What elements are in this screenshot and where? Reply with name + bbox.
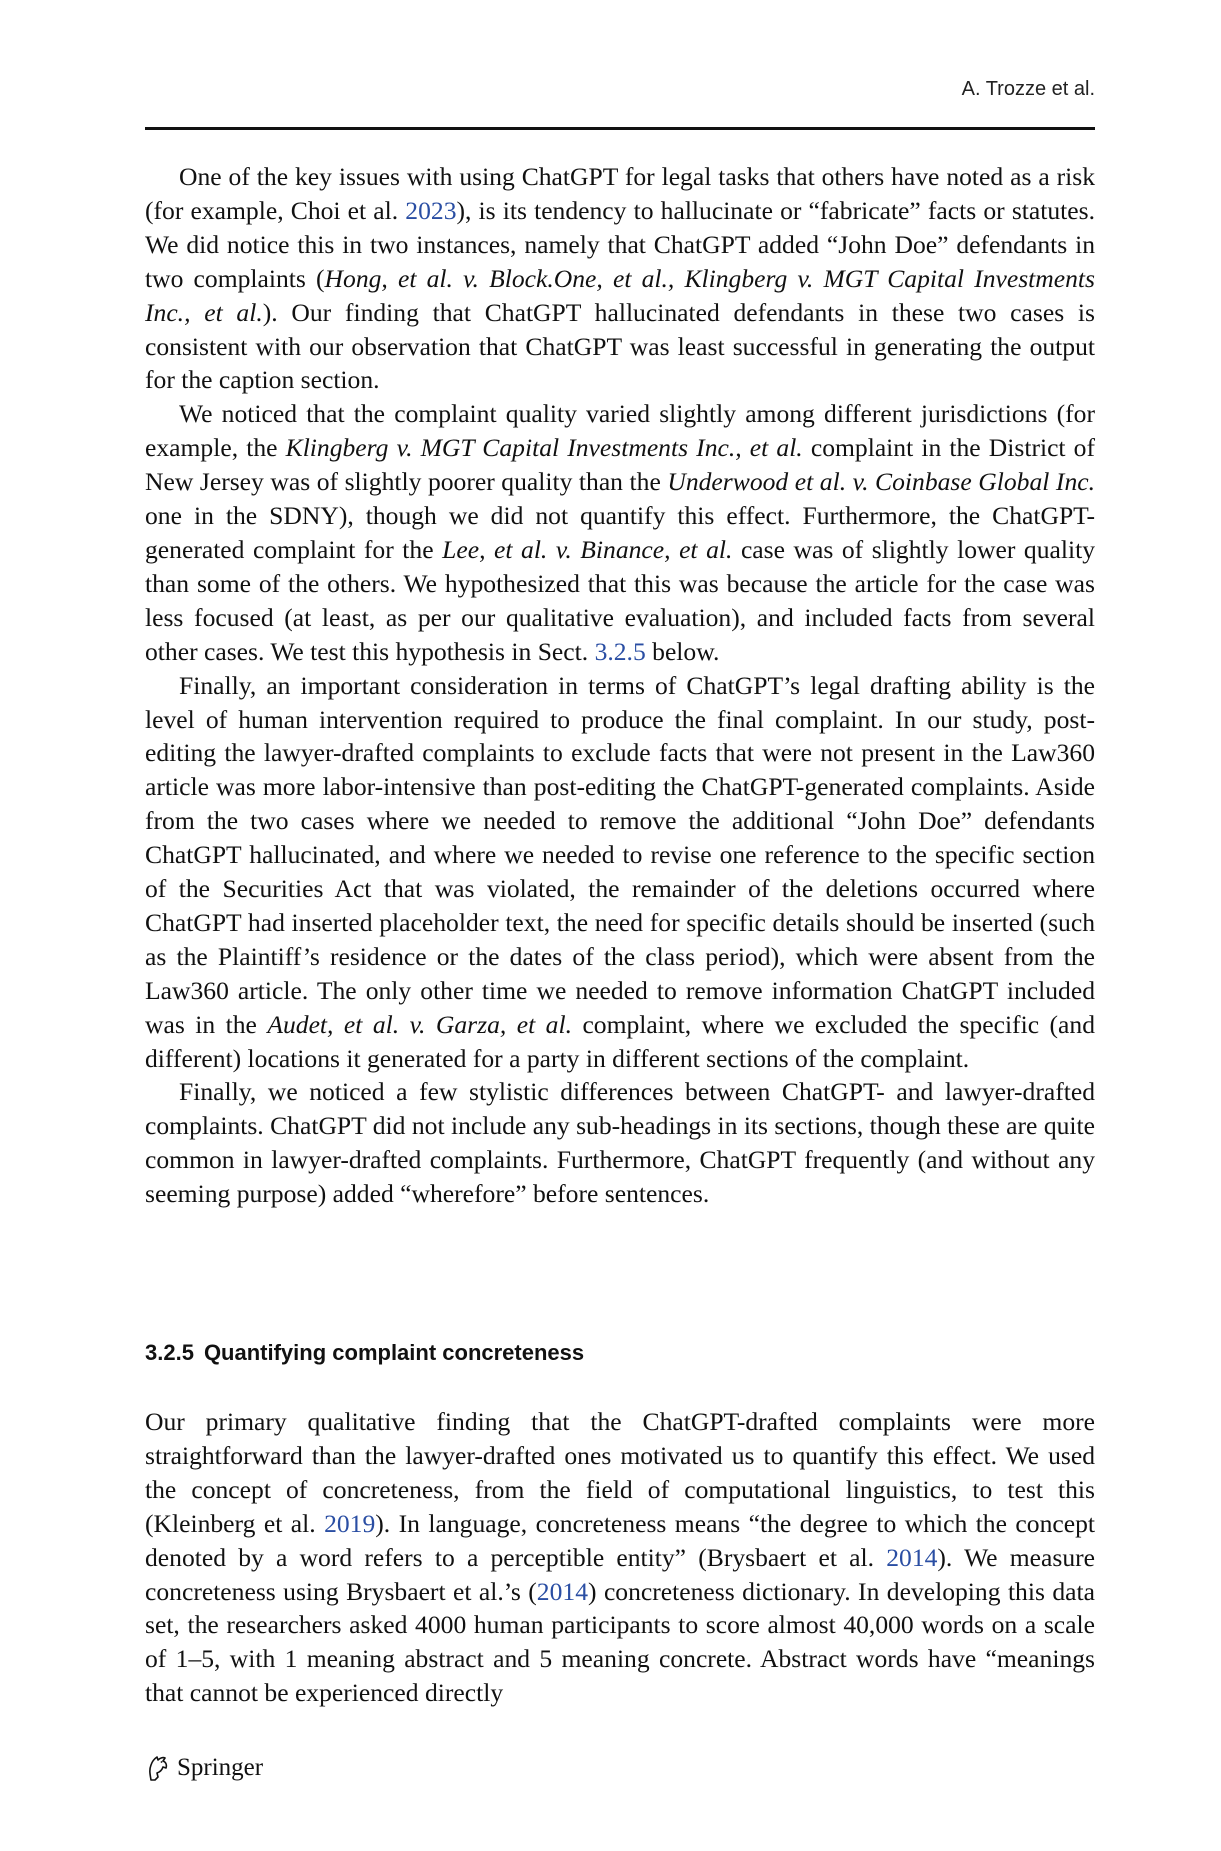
section-title: Quantifying complaint concreteness	[203, 1340, 585, 1365]
paragraph-concreteness: Our primary qualitative finding that the ChatGPT-drafted complaints were more straightforward than the lawyer-drafted ones motivated us to quantify this effect. We used the concept of concreteness, from the field of computational linguistics, to test this (Kleinberg et al. 2019). In language, concreteness means “the degree to which the concept denoted by a word refers to a perceptible entity” (Brysbaert et al. 2014). We measure concreteness using Brysbaert et al.’s (2014) concreteness dictionary. In developing this data set, the researchers asked 4000 human participants to score almost 40,000 words on a scale of 1–5, with 1 meaning abstract and 5 meaning concrete. Abstract words have “meanings that cannot be experienced directly	[145, 1407, 1096, 1708]
springer-horse-icon	[145, 1754, 171, 1782]
footer	[145, 1754, 263, 1782]
citation-link[interactable]: 2014	[886, 1542, 938, 1572]
running-head: A. Trozze et al.	[961, 78, 1095, 100]
citation-link[interactable]: 2023	[405, 195, 457, 225]
publisher-name: Springer	[177, 1754, 264, 1781]
citation-link[interactable]: 2014	[536, 1576, 588, 1606]
section-heading	[145, 1340, 584, 1366]
paragraph-stylistic: Finally, we noticed a few stylistic differences between ChatGPT- and lawyer-drafted complaints. ChatGPT did not include any sub-headings in its sections, though these are quite common in lawyer-drafted complaints. Furthermore, ChatGPT frequently (and without any seeming purpose) added “wherefore” before sentences.	[145, 1077, 1095, 1209]
section-number: 3.2.5	[145, 1340, 194, 1365]
body-text-section-2	[145, 1405, 1095, 1710]
body-text-section-1	[145, 160, 1095, 1211]
citation-link[interactable]: 2019	[324, 1508, 376, 1538]
paragraph-human-intervention: Finally, an important consideration in terms of ChatGPT’s legal drafting ability is the level of human intervention required to produce the final complaint. In our study, post-editing the lawyer-drafted complaints to exclude facts that were not present in the Law360 article was more labor-intensive than post-editing the ChatGPT-generated complaints. Aside from the two cases where we needed to remove the additional “John Doe” defendants ChatGPT hallucinated, and where we needed to revise one reference to the specific section of the Securities Act that was violated, the remainder of the deletions occurred where ChatGPT had inserted placeholder text, the need for specific details should be inserted (such as the Plaintiff’s residence or the dates of the class period), which were absent from the Law360 article. The only other time we needed to remove information ChatGPT included was in the Audet, et al. v. Garza, et al. complaint, where we excluded the specific (and different) locations it generated for a party in different sections of the complaint.	[145, 670, 1095, 1073]
section-link[interactable]: 3.2.5	[594, 636, 646, 666]
paragraph-hallucination: One of the key issues with using ChatGPT for legal tasks that others have noted as a risk (for example, Choi et al. 2023), is its tendency to hallucinate or “fabricate” facts or statutes. We did notice this in two instances, namely that ChatGPT added “John Doe” defendants in two complaints (Hong, et al. v. Block.One, et al., Klingberg v. MGT Capital Investments Inc., et al.). Our finding that ChatGPT hallucinated defendants in these two cases is consistent with our observation that ChatGPT was least successful in generating the output for the caption section.	[145, 162, 1096, 395]
header-rule	[145, 127, 1095, 130]
paragraph-jurisdictions: We noticed that the complaint quality varied slightly among different jurisdictions (for example, the Klingberg v. MGT Capital Investments Inc., et al. complaint in the District of New Jersey was of slightly poorer quality than the Underwood et al. v. Coinbase Global Inc. one in the SDNY), though we did not quantify this effect. Furthermore, the ChatGPT-generated complaint for the Lee, et al. v. Binance, et al. case was of slightly lower quality than some of the others. We hypothesized that this was because the article for the case was less focused (at least, as per our qualitative evaluation), and included facts from several other cases. We test this hypothesis in Sect. 3.2.5 below.	[145, 399, 1096, 666]
